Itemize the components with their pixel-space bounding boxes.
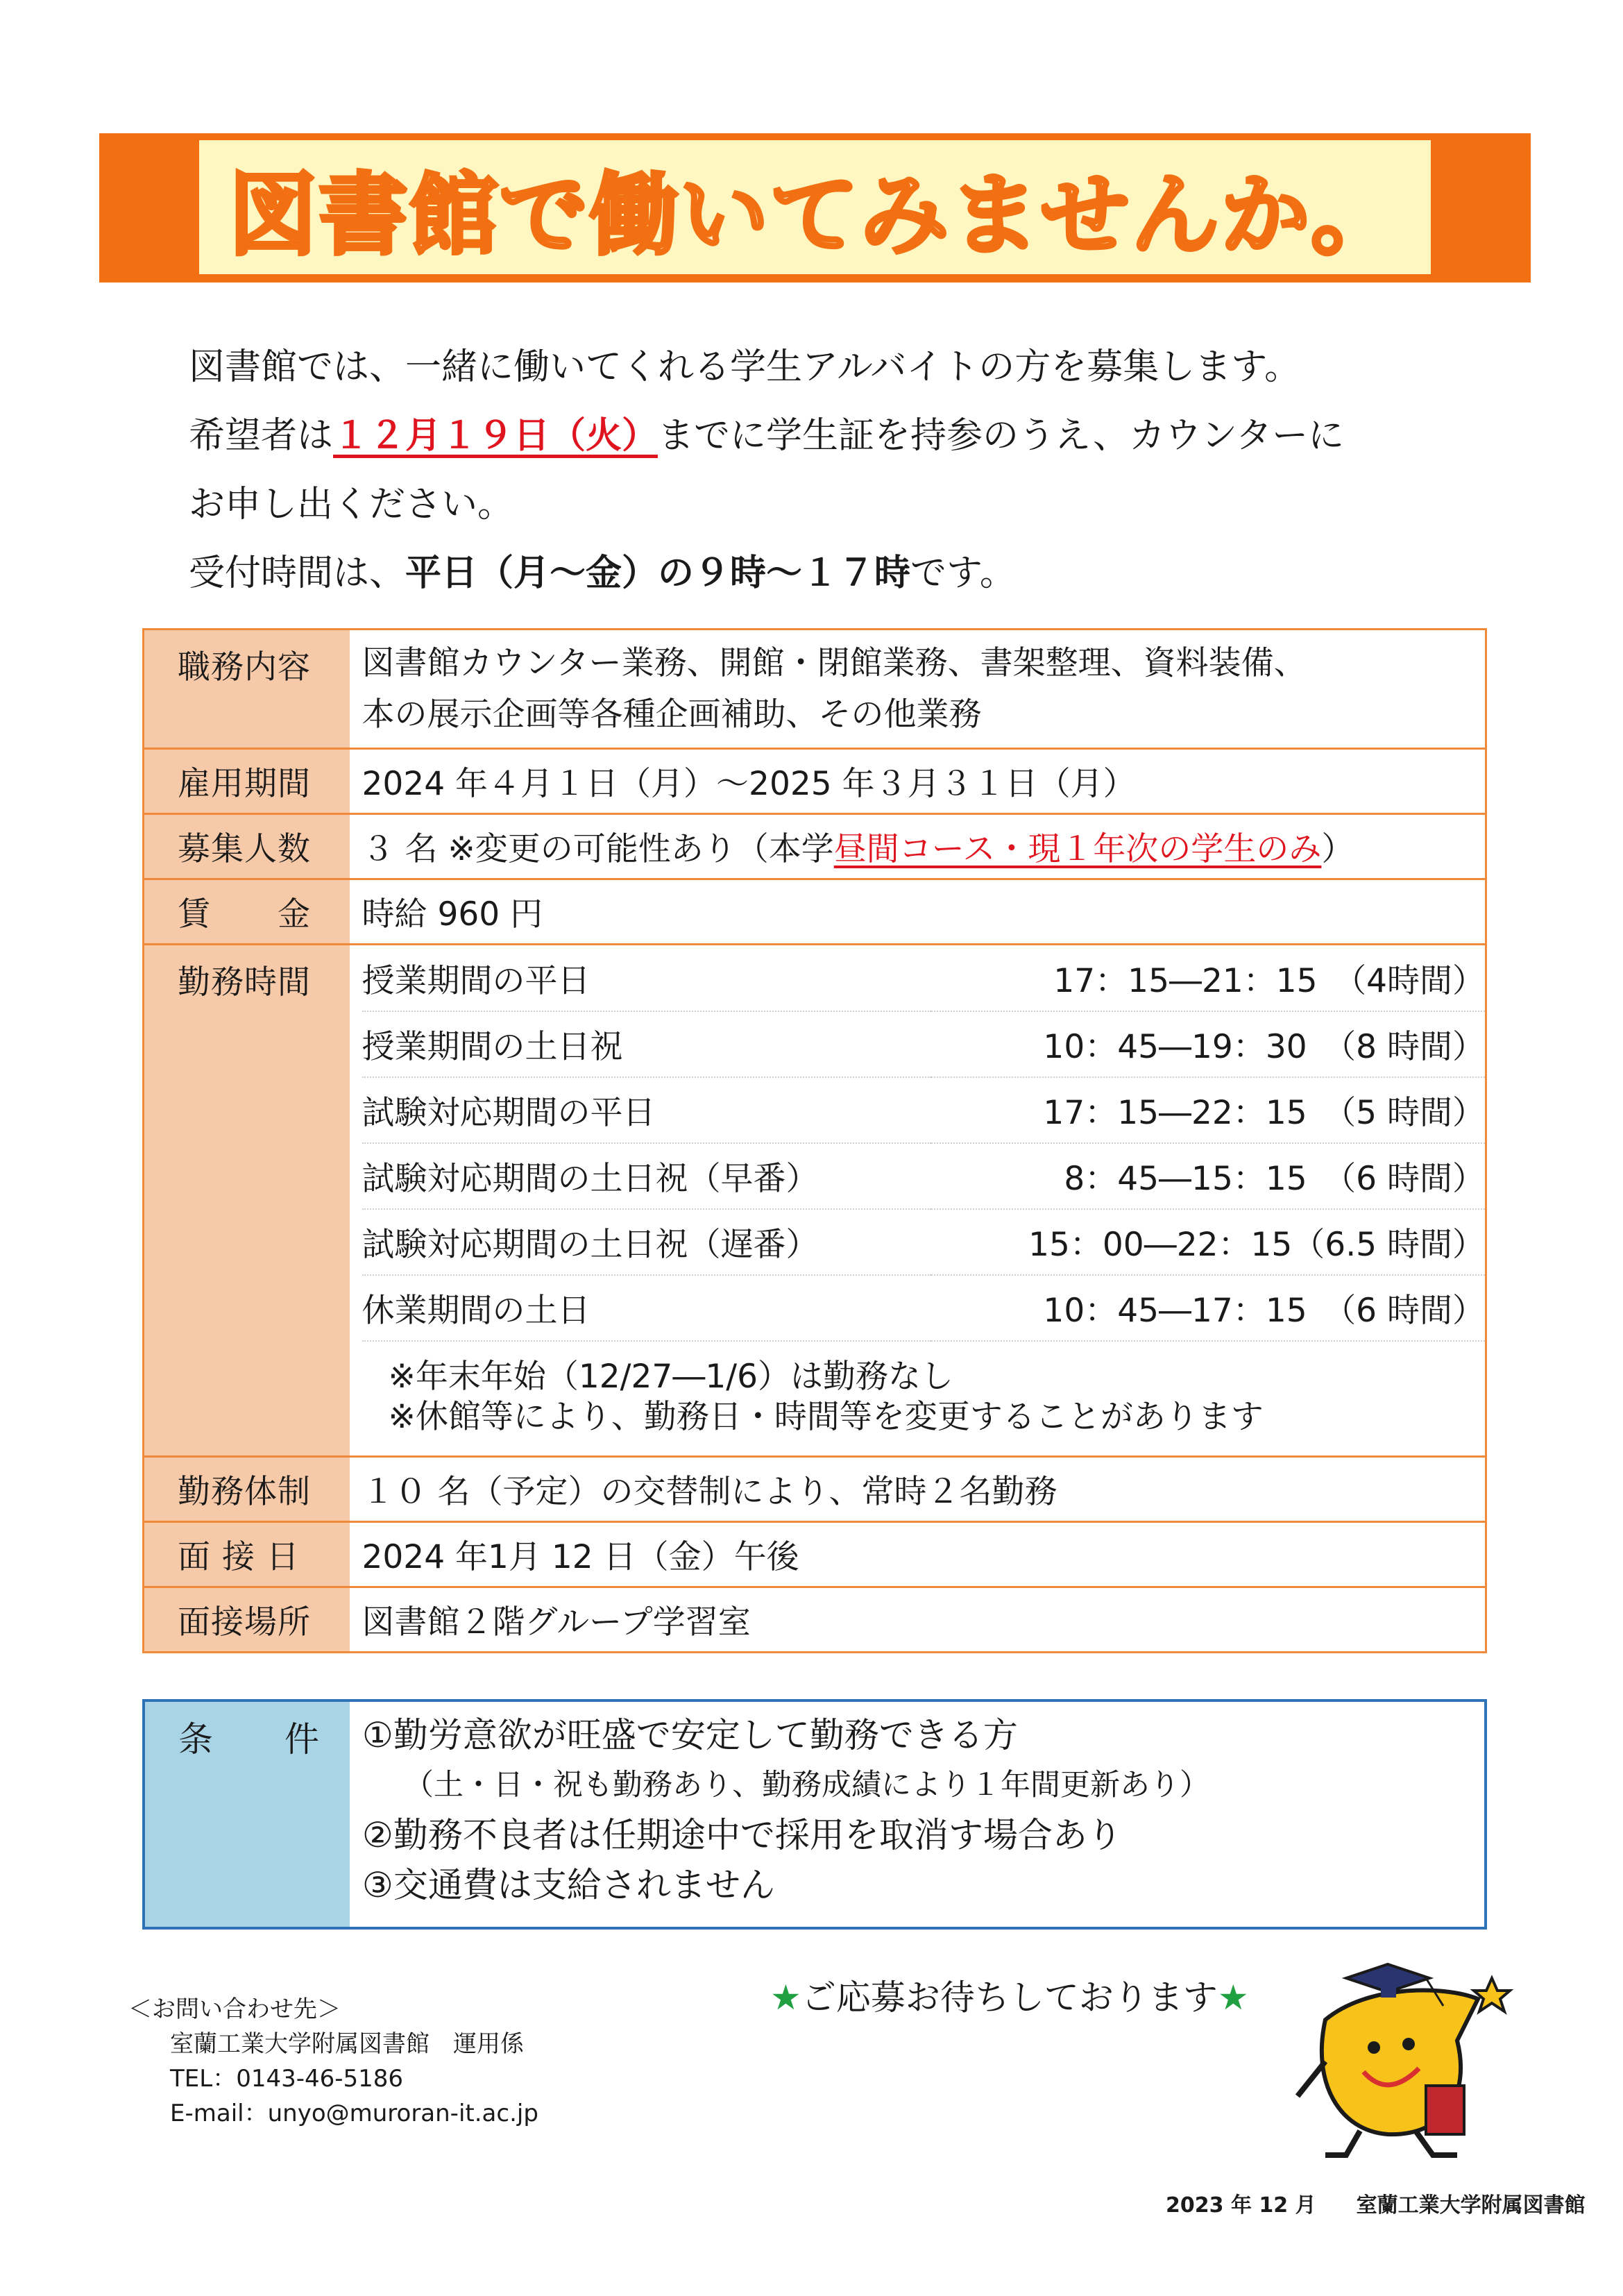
value-conditions [350, 1700, 1486, 1928]
contact-phone: TEL：0143-46-5186 [170, 2065, 404, 2093]
shift-time: 10：45―17：15 （6 時間） [1043, 1292, 1485, 1330]
value-wage: 時給 960 円 [350, 879, 1486, 945]
intro-line-1 [189, 333, 1507, 402]
label-positions: 募集人数 [144, 814, 350, 879]
label-conditions: 条 件 [144, 1700, 350, 1928]
condition-1-note: （土・日・祝も勤務あり、勤務成績により１年間更新あり） [404, 1768, 1209, 1803]
reception-hours: 平日（月～金）の９時～１７時 [405, 552, 911, 594]
shift-row [362, 1077, 1486, 1143]
title-banner [99, 133, 1531, 282]
contact-email: E-mail：unyo@muroran-it.ac.jp [170, 2100, 538, 2127]
row-conditions [144, 1700, 1486, 1928]
label-interview-place: 面接場所 [144, 1587, 350, 1653]
intro-line-2 [189, 402, 1507, 471]
value-system: １０ 名（予定）の交替制により、常時２名勤務 [350, 1457, 1486, 1522]
intro-line-3 [189, 471, 1507, 539]
shift-name: 試験対応期間の土日祝（遅番） [362, 1226, 819, 1264]
label-hours: 勤務時間 [144, 945, 350, 1457]
value-hours [350, 945, 1486, 1457]
row-interview-date [144, 1522, 1486, 1587]
row-positions [144, 814, 1486, 879]
hours-note-2: ※休館等により、勤務日・時間等を変更することがあります [388, 1398, 1264, 1436]
hours-notes-row [362, 1341, 1486, 1455]
label-system: 勤務体制 [144, 1457, 350, 1522]
job-info-table [142, 628, 1487, 1653]
application-deadline: １２月１９日（火） [333, 415, 658, 457]
shift-name: 授業期間の土日祝 [362, 1028, 623, 1066]
shift-row [362, 1209, 1486, 1275]
title-banner-inner [199, 140, 1431, 274]
row-hours [144, 945, 1486, 1457]
condition-2: ②勤務不良者は任期途中で採用を取消す場合あり [362, 1815, 1122, 1855]
shift-time: 15：00―22：15（6.5 時間） [1028, 1226, 1485, 1264]
shift-time: 17：15―21：15 （4時間） [1053, 961, 1485, 1000]
positions-eligibility: 昼間コース・現１年次の学生のみ [833, 830, 1322, 868]
condition-1: ①勤労意欲が旺盛で安定して勤務できる方 [362, 1715, 1018, 1755]
hours-notes [362, 1341, 1486, 1455]
intro-line-2-post: までに学生証を持参のうえ、カウンターに [658, 415, 1345, 457]
value-positions [350, 814, 1486, 879]
intro-line-2-pre: 希望者は [189, 415, 334, 457]
label-interview-date: 面 接 日 [144, 1522, 350, 1587]
shift-row [362, 1143, 1486, 1209]
shift-name: 試験対応期間の平日 [362, 1094, 656, 1132]
mascot-illustration [1284, 1957, 1520, 2159]
shift-name: 試験対応期間の土日祝（早番） [362, 1160, 819, 1198]
positions-text: ３ 名 ※変更の可能性あり（本学 [362, 830, 834, 868]
value-period: 2024 年４月１日（月）～2025 年３月３１日（月） [350, 749, 1486, 814]
contact-info [128, 1992, 538, 2131]
intro-line-4 [189, 539, 1507, 608]
intro-line-3-text: お申し出ください。 [189, 484, 514, 525]
intro-line-4-pre: 受付時間は、 [189, 552, 406, 594]
value-interview-date: 2024 年1月 12 日（金）午後 [350, 1522, 1486, 1587]
label-wage: 賃 金 [144, 879, 350, 945]
shift-time: 8：45―15：15 （6 時間） [1064, 1160, 1485, 1198]
contact-org: 室蘭工業大学附属図書館 運用係 [170, 2030, 524, 2058]
row-interview-place [144, 1587, 1486, 1653]
contact-heading: ＜お問い合わせ先＞ [128, 1995, 341, 2023]
label-duties: 職務内容 [144, 630, 350, 749]
row-system [144, 1457, 1486, 1522]
shift-name: 授業期間の平日 [362, 961, 590, 1000]
duties-line-2: 本の展示企画等各種企画補助、その他業務 [362, 695, 982, 734]
closing-message [770, 1970, 1249, 2020]
intro-line-1-text: 図書館では、一緒に働いてくれる学生アルバイトの方を募集します。 [189, 346, 1301, 388]
intro-text [189, 333, 1507, 608]
intro-line-4-post: です。 [910, 552, 1016, 594]
footer-date: 2023 年 12 月 [1166, 2193, 1316, 2218]
positions-close: ） [1321, 830, 1354, 868]
condition-3: ③交通費は支給されません [362, 1865, 775, 1905]
star-icon: ★ [1217, 1977, 1249, 2018]
shift-row [362, 1275, 1486, 1341]
footer-org: 室蘭工業大学附属図書館 [1356, 2193, 1586, 2218]
row-wage [144, 879, 1486, 945]
shift-time: 10：45―19：30 （8 時間） [1043, 1028, 1485, 1066]
hours-note-1: ※年末年始（12/27―1/6）は勤務なし [388, 1358, 953, 1396]
closing-text: ご応募お待ちしております [801, 1977, 1218, 2018]
footer [1166, 2188, 1586, 2218]
page-title: 図書館で働いてみませんか。 [228, 163, 1402, 267]
label-period: 雇用期間 [144, 749, 350, 814]
shift-table [362, 945, 1486, 1455]
shift-row [362, 945, 1486, 1011]
value-duties [350, 630, 1486, 749]
conditions-table [142, 1699, 1487, 1930]
star-icon: ★ [770, 1977, 801, 2018]
value-interview-place: 図書館２階グループ学習室 [362, 1603, 751, 1641]
duties-line-1: 図書館カウンター業務、開館・閉館業務、書架整理、資料装備、 [362, 643, 1307, 682]
row-period [144, 749, 1486, 814]
row-duties [144, 630, 1486, 749]
shift-row [362, 1011, 1486, 1077]
shift-time: 17：15―22：15 （5 時間） [1043, 1094, 1485, 1132]
shift-name: 休業期間の土日 [362, 1292, 590, 1330]
